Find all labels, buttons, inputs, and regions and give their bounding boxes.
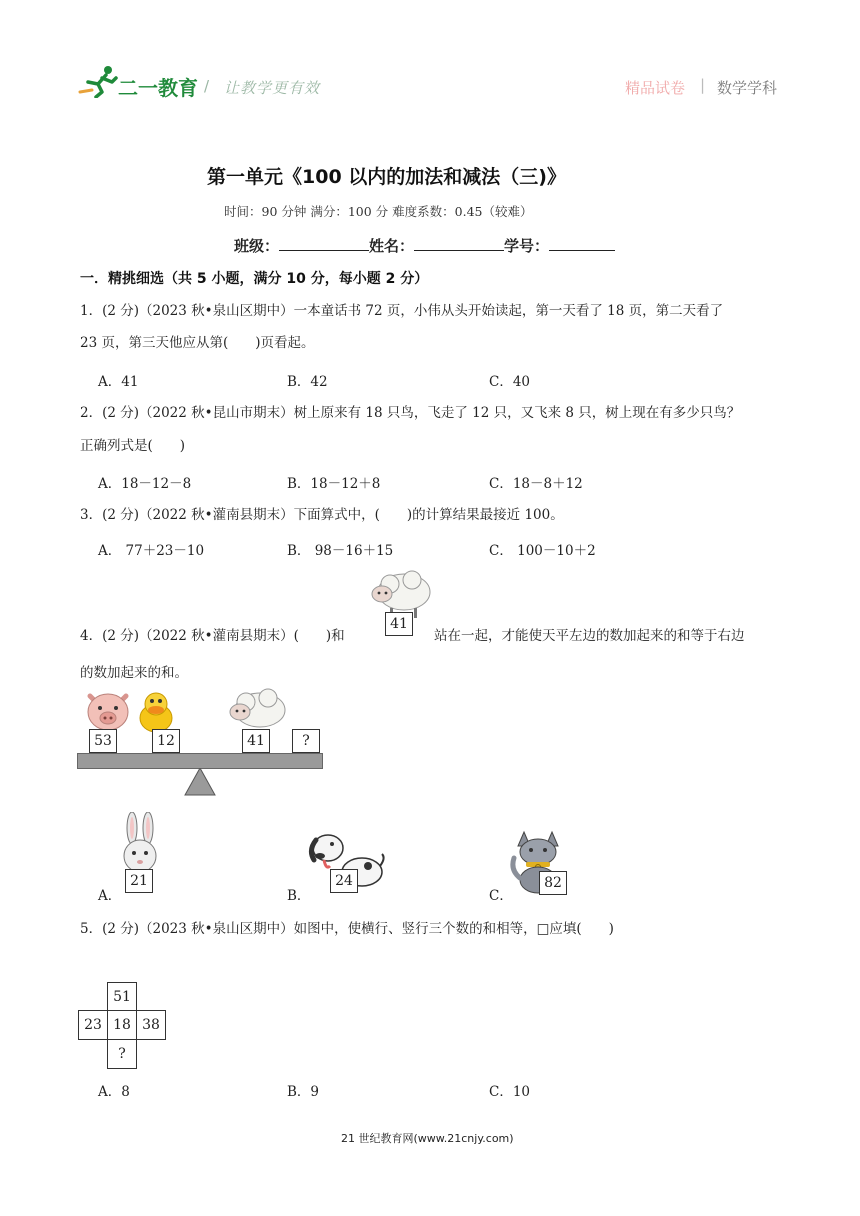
- grid-cell-left: 23: [78, 1010, 108, 1040]
- name-field[interactable]: [414, 236, 504, 251]
- section-heading: 一．精挑细选（共 5 小题，满分 10 分，每小题 2 分）: [80, 271, 429, 287]
- question-5-line1: 5．(2 分)（2023 秋•泉山区期中）如图中，使横行、竖行三个数的和相等，□应填( ): [80, 921, 614, 937]
- question-4-line1b: 站在一起，才能使天平左边的数加起来的和等于右边: [434, 628, 745, 644]
- question-2-option-a[interactable]: A．18－12－8: [98, 476, 192, 492]
- brand-name: 二一教育: [118, 76, 198, 100]
- header-separator: |: [700, 76, 706, 94]
- balance-card-41: 41: [242, 729, 270, 753]
- question-3-option-a[interactable]: A． 77＋23－10: [98, 543, 205, 559]
- question-5-option-a[interactable]: A．8: [98, 1084, 130, 1100]
- sheep-icon-balance: [226, 688, 288, 734]
- grid-cell-top: 51: [107, 982, 137, 1012]
- question-5-option-c[interactable]: C．10: [489, 1084, 531, 1100]
- class-label: 班级：: [234, 237, 280, 255]
- question-2-line1: 2．(2 分)（2022 秋•昆山市期末）树上原来有 18 只鸟，飞走了 12 只，又飞来 8 只，树上现在有多少只鸟？: [80, 405, 741, 421]
- question-3-option-b[interactable]: B． 98－16＋15: [287, 543, 394, 559]
- header-tag-subject: 数学学科: [717, 79, 778, 97]
- student-info: [234, 235, 615, 256]
- duck-icon: [136, 690, 176, 734]
- grid-cell-right: 38: [136, 1010, 166, 1040]
- question-2-line2: 正确列式是( ): [80, 438, 186, 454]
- balance-beam: [77, 753, 323, 769]
- dog-number-card: 24: [330, 869, 358, 893]
- question-1-line2: 23 页，第三天他应从第( )页看起。: [80, 335, 315, 351]
- balance-card-53: 53: [89, 729, 117, 753]
- runner-logo-icon: [78, 64, 122, 98]
- question-4-option-c-label[interactable]: C．: [489, 888, 513, 904]
- question-5-option-b[interactable]: B．9: [287, 1084, 320, 1100]
- id-label: 学号：: [504, 237, 550, 255]
- header-slash: /: [204, 77, 210, 95]
- balance-card-unknown: ?: [292, 729, 320, 753]
- question-1-option-a[interactable]: A．41: [98, 374, 139, 390]
- exam-meta: 时间：90 分钟 满分：100 分 难度系数：0.45（较难）: [224, 204, 533, 219]
- pig-icon: [84, 690, 132, 734]
- question-4-line2: 的数加起来的和。: [80, 665, 188, 681]
- question-3-option-c[interactable]: C． 100－10＋2: [489, 543, 596, 559]
- cat-number-card: 82: [539, 871, 567, 895]
- name-label: 姓名：: [369, 237, 415, 255]
- header-tag-premium: 精品试卷: [625, 79, 686, 97]
- grid-cell-center: 18: [107, 1010, 137, 1040]
- class-field[interactable]: [279, 236, 369, 251]
- question-4-option-b-label[interactable]: B．: [287, 888, 311, 904]
- grid-cell-bottom: ?: [107, 1039, 137, 1069]
- question-1-line1: 1．(2 分)（2023 秋•泉山区期中）一本童话书 72 页，小伟从头开始读起，第一天看了 18 页，第二天看了: [80, 303, 724, 319]
- balance-card-12: 12: [152, 729, 180, 753]
- balance-fulcrum: [184, 768, 216, 796]
- question-2-option-b[interactable]: B．18－12＋8: [287, 476, 381, 492]
- question-2-option-c[interactable]: C．18－8＋12: [489, 476, 583, 492]
- page-title: 第一单元《100 以内的加法和减法（三)》: [207, 166, 566, 188]
- page-footer: 21 世纪教育网(www.21cnjy.com): [341, 1132, 514, 1145]
- question-1-option-b[interactable]: B．42: [287, 374, 328, 390]
- brand-slogan: 让教学更有效: [224, 79, 321, 97]
- question-4-line1a: 4．(2 分)（2022 秋•灌南县期末）( )和: [80, 628, 345, 644]
- question-4-option-a-label[interactable]: A．: [98, 888, 122, 904]
- rabbit-number-card: 21: [125, 869, 153, 893]
- question-3-line1: 3．(2 分)（2022 秋•灌南县期末）下面算式中，( )的计算结果最接近 100。: [80, 507, 564, 523]
- id-field[interactable]: [549, 236, 615, 251]
- sheep-number-card: 41: [385, 612, 413, 636]
- question-1-option-c[interactable]: C．40: [489, 374, 531, 390]
